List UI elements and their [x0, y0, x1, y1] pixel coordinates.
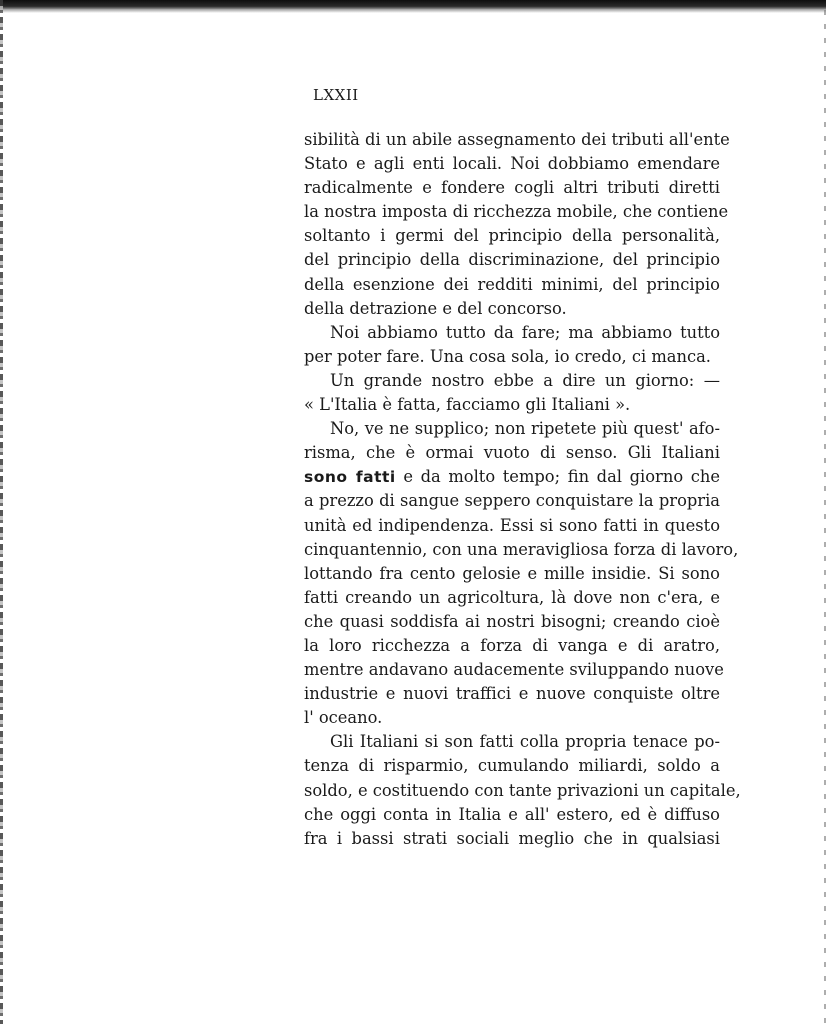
text-line: cinquantennio, con una meravigliosa forza di lavoro,	[304, 539, 739, 559]
text-line: della esenzione dei redditi minimi, del principio	[304, 274, 720, 294]
scan-top-shadow	[0, 9, 826, 13]
text-line: « L'Italia è fatta, facciamo gli Italiani ».	[304, 395, 631, 415]
text-line: Noi abbiamo tutto da fare; ma abbiamo tutto	[330, 322, 720, 342]
text-line: sibilità di un abile assegnamento dei tributi all'ente	[304, 130, 730, 149]
page-number: LXXII	[313, 86, 359, 104]
text-line: a prezzo di sangue seppero conquistare la propria	[304, 491, 720, 511]
body-text	[304, 128, 741, 851]
scan-left-edge	[0, 0, 3, 1024]
emphasized-phrase: sono fatti	[304, 468, 396, 487]
text-line: fatti creando un agricoltura, là dove non c'era, e	[304, 587, 720, 607]
text-line: Gli Italiani si son fatti colla propria tenace po-	[330, 732, 720, 752]
text-line: mentre andavano audacemente sviluppando nuove	[304, 660, 724, 680]
text-line: No, ve ne supplico; non ripetete più quest' afo-	[330, 419, 720, 439]
text-line: soldo, e costituendo con tante privazioni un capitale,	[304, 780, 741, 800]
text-line: risma, che è ormai vuoto di senso. Gli Italiani	[304, 443, 720, 463]
text-line: fra i bassi strati sociali meglio che in qualsiasi	[304, 828, 720, 848]
text-line: la nostra imposta di ricchezza mobile, che contiene	[304, 202, 729, 222]
text-line-with-emphasis	[304, 465, 720, 489]
text-line: Un grande nostro ebbe a dire un giorno: —	[330, 370, 720, 390]
text-line: del principio della discriminazione, del principio	[304, 250, 720, 270]
text-line: per poter fare. Una cosa sola, io credo, ci manca.	[304, 346, 711, 366]
text-line: che oggi conta in Italia e all' estero, ed è diffuso	[304, 804, 720, 824]
text-line: lottando fra cento gelosie e mille insidie. Si sono	[304, 563, 720, 583]
text-line: radicalmente e fondere cogli altri tributi diretti	[304, 178, 720, 198]
text-line: tenza di risparmio, cumulando miliardi, soldo a	[304, 756, 720, 776]
text-line: Stato e agli enti locali. Noi dobbiamo emendare	[304, 154, 720, 174]
text-line: l' oceano.	[304, 708, 383, 728]
scan-top-border	[0, 0, 826, 9]
text-line: unità ed indipendenza. Essi si sono fatti in questo	[304, 515, 720, 535]
text-line: industrie e nuovi traffici e nuove conquiste oltre	[304, 684, 720, 704]
text-line: della detrazione e del concorso.	[304, 298, 567, 318]
text-line: la loro ricchezza a forza di vanga e di aratro,	[304, 635, 720, 655]
text-line: che quasi soddisfa ai nostri bisogni; creando cioè	[304, 611, 720, 631]
text-line: soltanto i germi del principio della personalità,	[304, 226, 720, 246]
text-line-rest: e da molto tempo; fin dal giorno che	[403, 467, 720, 487]
